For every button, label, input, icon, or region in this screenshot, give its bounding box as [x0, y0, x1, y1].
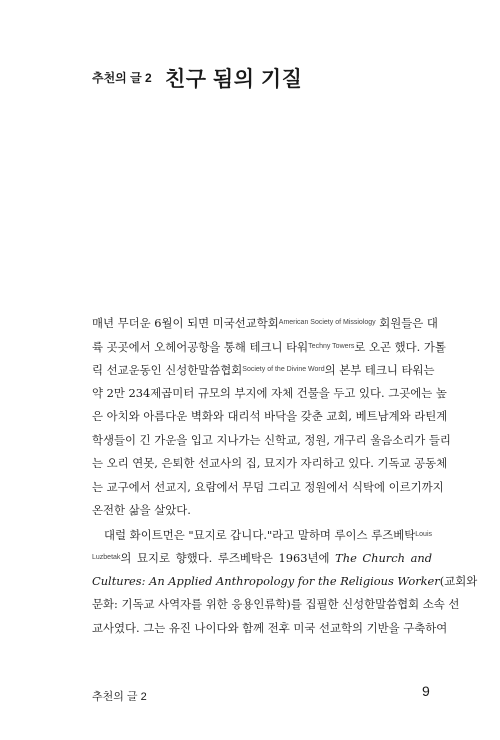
text-run: (교회와 [439, 573, 478, 588]
text-line: 온전한 삶을 살았다. [92, 503, 191, 517]
text-run: 의 본부 테크니 타워는 [324, 363, 435, 377]
text-line [92, 570, 478, 594]
text-line: 는 오리 연못, 은퇴한 선교사의 집, 묘지가 자리하고 있다. 기독교 공동체 [92, 456, 448, 470]
footer-section-label: 추천의 글 2 [92, 691, 147, 703]
text-run: 회원들은 대 [375, 316, 438, 330]
english-gloss: Techny Towers [308, 342, 355, 350]
english-gloss: American Society of Missiology [278, 319, 376, 326]
english-gloss: Luzbetak [92, 554, 121, 561]
text-run: 릭 선교운동인 신성한말씀협회 [92, 363, 243, 377]
english-gloss: Louis [415, 530, 432, 538]
text-line: 문화: 기독교 사역자를 위한 응용인류학)를 집필한 신성한말씀협회 소속 선 [92, 597, 460, 611]
text-run: 매년 무더운 6월이 되면 미국선교학회 [92, 316, 279, 330]
text-run: 의 묘지로 향했다. 루즈베탁은 1963년에 [120, 551, 336, 565]
text-line [92, 335, 446, 359]
text-line: 은 아치와 아름다운 벽화와 대리석 바닥을 갖춘 교회, 베트남계와 라틴계 [92, 409, 448, 423]
chapter-title: 친구 됨의 기질 [165, 68, 303, 91]
text-line: 교사였다. 그는 유진 나이다와 함께 전후 미국 선교학의 기반을 구축하여 [92, 620, 448, 635]
body-text [92, 311, 478, 640]
section-label: 추천의 글 2 [92, 71, 152, 85]
text-run: 대럴 화이트먼은 "묘지로 갑니다."라고 말하며 루이스 루즈베탁 [104, 527, 416, 542]
text-line [92, 311, 438, 335]
text-line [92, 546, 432, 570]
text-line: 학생들이 긴 가운을 입고 지나가는 신학교, 정원, 개구리 울음소리가 들리 [92, 432, 451, 447]
page-number: 9 [422, 683, 430, 699]
english-gloss: Society of the Divine Word [242, 366, 325, 373]
text-run: 로 오곤 했다. 가톨 [354, 339, 446, 354]
book-title: Cultures: An Applied Anthropology for the Religious Worker [92, 573, 440, 588]
text-line: 약 2만 234제곱미터 규모의 부지에 자체 건물을 두고 있다. 그곳에는 높 [92, 385, 447, 400]
paragraph-2 [92, 523, 478, 641]
book-title: The Church and [335, 551, 433, 565]
text-run: 륙 곳곳에서 오헤어공항을 통해 테크니 타워 [92, 339, 309, 354]
text-line: 는 교구에서 선교지, 요람에서 무덤 그리고 정원에서 식탁에 이르기까지 [92, 479, 444, 494]
paragraph-1 [92, 311, 451, 523]
text-line [92, 358, 435, 382]
text-line [92, 523, 432, 547]
